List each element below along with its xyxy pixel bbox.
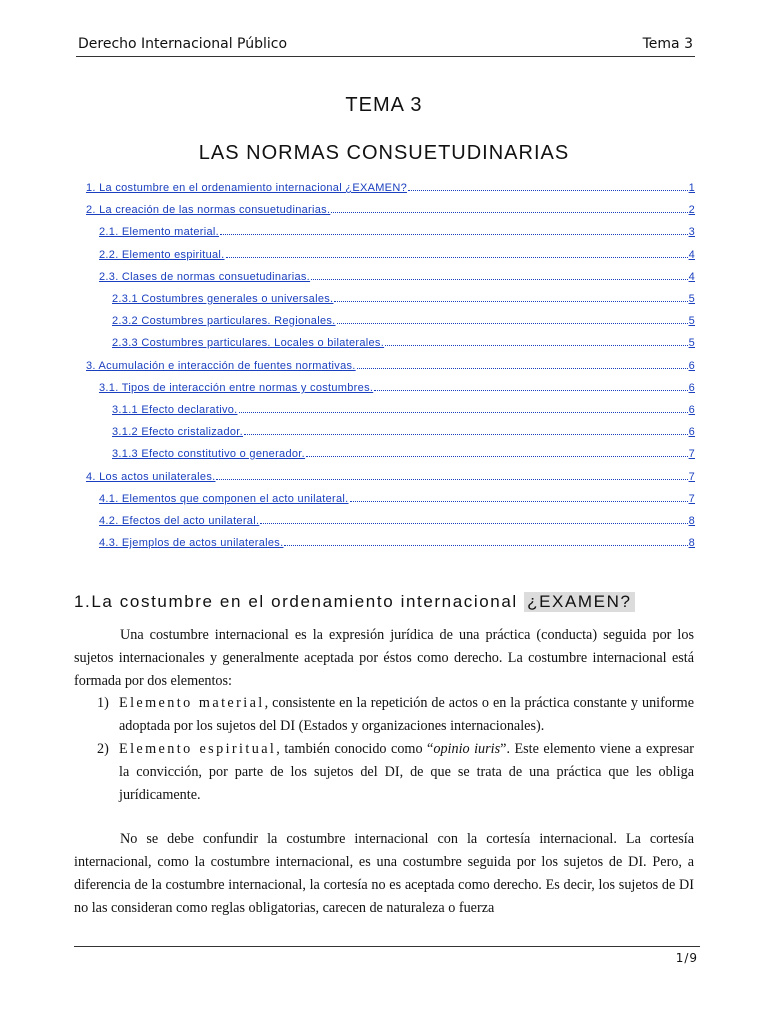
toc-entry-page: 5 (688, 315, 695, 327)
section-1-heading (74, 592, 714, 612)
list-item-text: , consistente en la repetición de actos o en la práctica constante y uniforme adoptada por los sujetos del DI (Estados y organizaciones internacionales). (119, 695, 694, 734)
toc-dot-leader (334, 289, 687, 302)
topic-main-title: LAS NORMAS CONSUETUDINARIAS (198, 142, 570, 164)
topic-number-title: TEMA 3 (345, 94, 423, 116)
toc-entry-label: 4.1. Elementos que componen el acto unilateral. (99, 493, 349, 505)
toc-entry-page: 8 (688, 515, 695, 527)
footer-divider (74, 946, 700, 947)
toc-entry-label: 3.1.3 Efecto constitutivo o generador. (112, 448, 306, 460)
toc-entry-page: 6 (688, 360, 695, 372)
toc-dot-leader (374, 378, 687, 391)
section-1-heading-text: 1.La costumbre en el ordenamiento internacional (74, 592, 525, 611)
toc-entry-label: 2. La creación de las normas consuetudinarias. (86, 204, 331, 216)
toc-entry[interactable] (112, 333, 695, 351)
list-item-term: Elemento espiritual (119, 741, 277, 757)
toc-entry-label: 4.3. Ejemplos de actos unilaterales. (99, 537, 284, 549)
toc-entry-label: 3. Acumulación e interacción de fuentes normativas. (86, 360, 356, 372)
toc-entry-page: 6 (688, 426, 695, 438)
toc-entry-label: 1. La costumbre en el ordenamiento internacional ¿EXAMEN? (86, 182, 407, 194)
page-number: 1/9 (675, 951, 698, 965)
toc-entry[interactable] (112, 422, 695, 440)
toc-entry-label: 2.2. Elemento espiritual. (99, 249, 225, 261)
toc-entry[interactable] (99, 533, 695, 551)
list-item-term: Elemento material (119, 695, 265, 711)
toc-dot-leader (284, 533, 687, 546)
toc-entry[interactable] (86, 200, 695, 218)
toc-entry-page: 5 (688, 337, 695, 349)
toc-dot-leader (244, 422, 688, 435)
toc-entry[interactable] (112, 444, 695, 462)
toc-entry-label: 3.1. Tipos de interacción entre normas y costumbres. (99, 382, 374, 394)
toc-entry-page: 5 (688, 293, 695, 305)
toc-dot-leader (220, 222, 688, 235)
list-item-text: ”. Este elemento viene a expresar la convicción, por parte de los sujetos del DI, de que se trata de una práctica que les obliga jurídicamente. (119, 741, 694, 803)
paragraph: Una costumbre internacional es la expresión jurídica de una práctica (conducta) seguida por los sujetos internacionales y generalmente aceptada por éstos como derecho. La costumbre internacional está formada por dos elementos: (74, 627, 694, 689)
toc-dot-leader (306, 444, 688, 457)
toc-dot-leader (408, 178, 688, 191)
toc-entry[interactable] (99, 489, 695, 507)
toc-entry[interactable] (86, 356, 695, 374)
toc-entry-label: 3.1.2 Efecto cristalizador. (112, 426, 243, 438)
header-topic-label: Tema 3 (642, 36, 693, 52)
toc-dot-leader (350, 489, 688, 502)
toc-entry-page: 3 (688, 226, 695, 238)
list-item-text: , también conocido como “ (276, 741, 434, 757)
toc-entry[interactable] (99, 378, 695, 396)
elements-list (74, 692, 694, 807)
toc-entry-label: 4.2. Efectos del acto unilateral. (99, 515, 260, 527)
toc-entry-label: 2.3.1 Costumbres generales o universales. (112, 293, 334, 305)
running-header (76, 34, 695, 57)
toc-entry-label: 2.3.2 Costumbres particulares. Regionales. (112, 315, 336, 327)
toc-entry[interactable] (86, 178, 695, 196)
paragraph: No se debe confundir la costumbre internacional con la cortesía internacional. La cortesía internacional, como la costumbre internacional, es una costumbre seguida por los sujetos de DI. Pero, a diferencia de la costumbre internacional, la cortesía no es aceptada como derecho. Es decir, los sujetos de DI no las consideran como reglas obligatorias, carecen de naturaleza o fuerza (74, 831, 694, 916)
toc-entry-page: 7 (688, 448, 695, 460)
list-item (74, 692, 694, 738)
exam-highlight: ¿EXAMEN? (524, 592, 634, 612)
toc-entry-page: 6 (688, 382, 695, 394)
toc-dot-leader (331, 200, 687, 213)
toc-entry[interactable] (112, 289, 695, 307)
list-item-number: 1) (97, 695, 109, 711)
toc-entry-page: 8 (688, 537, 695, 549)
toc-entry-label: 3.1.1 Efecto declarativo. (112, 404, 238, 416)
list-item (74, 738, 694, 807)
toc-dot-leader (260, 511, 687, 524)
toc-dot-leader (337, 311, 688, 324)
toc-dot-leader (216, 467, 687, 480)
toc-dot-leader (311, 267, 688, 280)
toc-entry-page: 7 (688, 493, 695, 505)
toc-entry-page: 7 (688, 471, 695, 483)
list-item-number: 2) (97, 741, 109, 757)
toc-entry-label: 2.3. Clases de normas consuetudinarias. (99, 271, 311, 283)
latin-term: opinio iuris (433, 741, 501, 757)
toc-dot-leader (239, 400, 688, 413)
header-course-title: Derecho Internacional Público (78, 36, 288, 52)
toc-entry-page: 4 (688, 271, 695, 283)
toc-entry[interactable] (99, 267, 695, 285)
toc-entry[interactable] (99, 245, 695, 263)
toc-entry-page: 6 (688, 404, 695, 416)
toc-entry[interactable] (112, 311, 695, 329)
toc-entry-page: 4 (688, 249, 695, 261)
toc-entry[interactable] (99, 511, 695, 529)
toc-dot-leader (226, 245, 688, 258)
toc-entry-label: 2.1. Elemento material. (99, 226, 220, 238)
toc-entry[interactable] (86, 467, 695, 485)
toc-entry-page: 1 (688, 182, 695, 194)
toc-dot-leader (385, 333, 687, 346)
toc-entry-label: 4. Los actos unilaterales. (86, 471, 216, 483)
toc-entry-label: 2.3.3 Costumbres particulares. Locales o bilaterales. (112, 337, 385, 349)
toc-entry-page: 2 (688, 204, 695, 216)
toc-entry[interactable] (112, 400, 695, 418)
toc-entry[interactable] (99, 222, 695, 240)
toc-dot-leader (357, 356, 688, 369)
